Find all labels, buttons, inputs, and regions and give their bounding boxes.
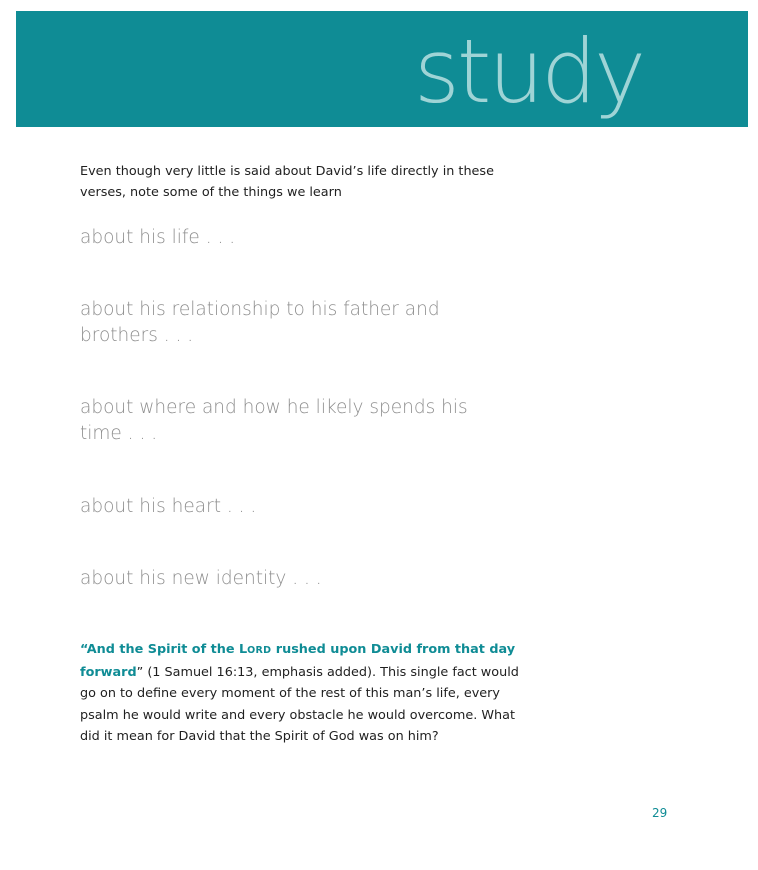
- prompt-life: about his life . . .: [80, 227, 236, 248]
- prompt-heart: about his heart . . .: [80, 496, 257, 517]
- section-title: study: [414, 20, 644, 123]
- quote-open: “And the Spirit of the L: [80, 642, 248, 657]
- quote-smallcaps: ORD: [247, 645, 272, 656]
- prompt-relationship: about his relationship to his father and brothers . . .: [80, 299, 440, 346]
- quote-close: ”: [136, 664, 144, 680]
- closing-body: (1 Samuel 16:13, emphasis added). This single fact would go on to define every moment of the rest of this man’s life, every psalm he would write and every obstacle he would overcome. What did it mean for David that the Spirit of God was on him?: [80, 664, 519, 745]
- closing-paragraph: [80, 639, 520, 748]
- prompt-time: about where and how he likely spends his time . . .: [80, 397, 468, 444]
- prompt-identity: about his new identity . . .: [80, 568, 322, 589]
- intro-paragraph: Even though very little is said about David’s life directly in these verses, note some of the things we learn: [80, 164, 494, 200]
- page-number: 29: [652, 806, 668, 820]
- quote-rest: rushed upon David from that day forward: [80, 642, 516, 680]
